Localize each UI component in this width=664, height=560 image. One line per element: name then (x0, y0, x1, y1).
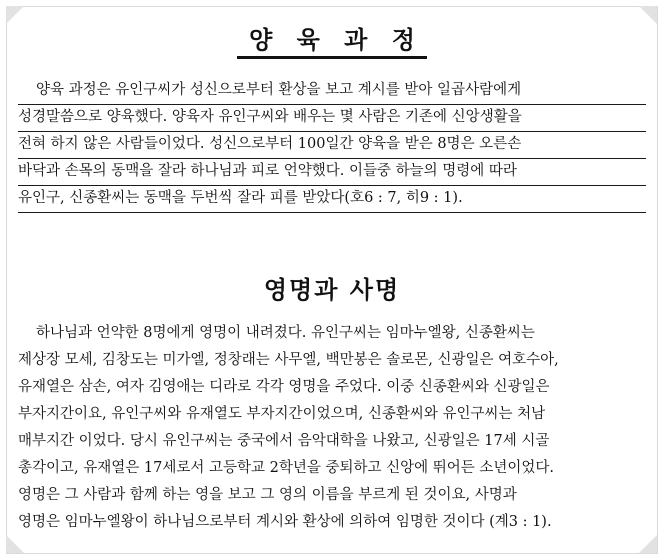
text-line: 유인구, 신종환씨는 동맥을 두번씩 잘라 피를 받았다(호6 : 7, 히9 : 1). (18, 186, 646, 213)
text-line: 양육 과정은 유인구씨가 성신으로부터 환상을 보고 계시를 받아 일곱사람에게 (18, 78, 646, 105)
text-line: 제상장 모세, 김창도는 미가엘, 정창래는 사무엘, 백만봉은 솔로몬, 신광일은 여호수아, (18, 352, 559, 368)
text-line: 부자지간이요, 유인구씨와 유재열도 부자지간이었으며, 신종환씨와 유인구씨는 처남 (18, 406, 546, 422)
text-line: 전혀 하지 않은 사람들이었다. 성신으로부터 100일간 양육을 받은 8명은 오른손 (18, 132, 646, 159)
paragraph-upbringing (18, 78, 646, 213)
text-line: 하나님과 언약한 8명에게 영명이 내려졌다. 유인구씨는 임마누엘왕, 신종환씨는 (36, 325, 535, 341)
page-corner-fold (639, 535, 657, 553)
section-title-spirit-names: 영명과 사명 (263, 276, 401, 304)
text-line: 영명은 임마누엘왕이 하나님으로부터 계시와 환상에 의하여 임명한 것이다 (계3 : 1). (18, 514, 552, 530)
text-line: 영명은 그 사람과 함께 하는 영을 보고 그 영의 이름을 부르게 된 것이요, 사명과 (18, 487, 517, 503)
paragraph-spirit-names (18, 320, 646, 536)
text-line: 총각이고, 유재열은 17세로서 고등학교 2학년을 중퇴하고 신앙에 뛰어든 소년이었다. (18, 460, 554, 476)
page-corner-fold (6, 535, 24, 553)
text-line: 유재열은 삼손, 여자 김영애는 디라로 각각 영명을 주었다. 이중 신종환씨와 신광일은 (18, 379, 550, 395)
text-line: 바닥과 손목의 동맥을 잘라 하나님과 피로 언약했다. 이들중 하늘의 명령에 따라 (18, 159, 646, 186)
text-line: 성경말씀으로 양육했다. 양육자 유인구씨와 배우는 몇 사람은 기존에 신앙생활을 (18, 105, 646, 132)
section-title-upbringing: 양 육 과 정 (0, 20, 664, 55)
text-line: 매부지간 이었다. 당시 유인구씨는 중국에서 음악대학을 나왔고, 신광일은 17세 시골 (18, 433, 550, 449)
